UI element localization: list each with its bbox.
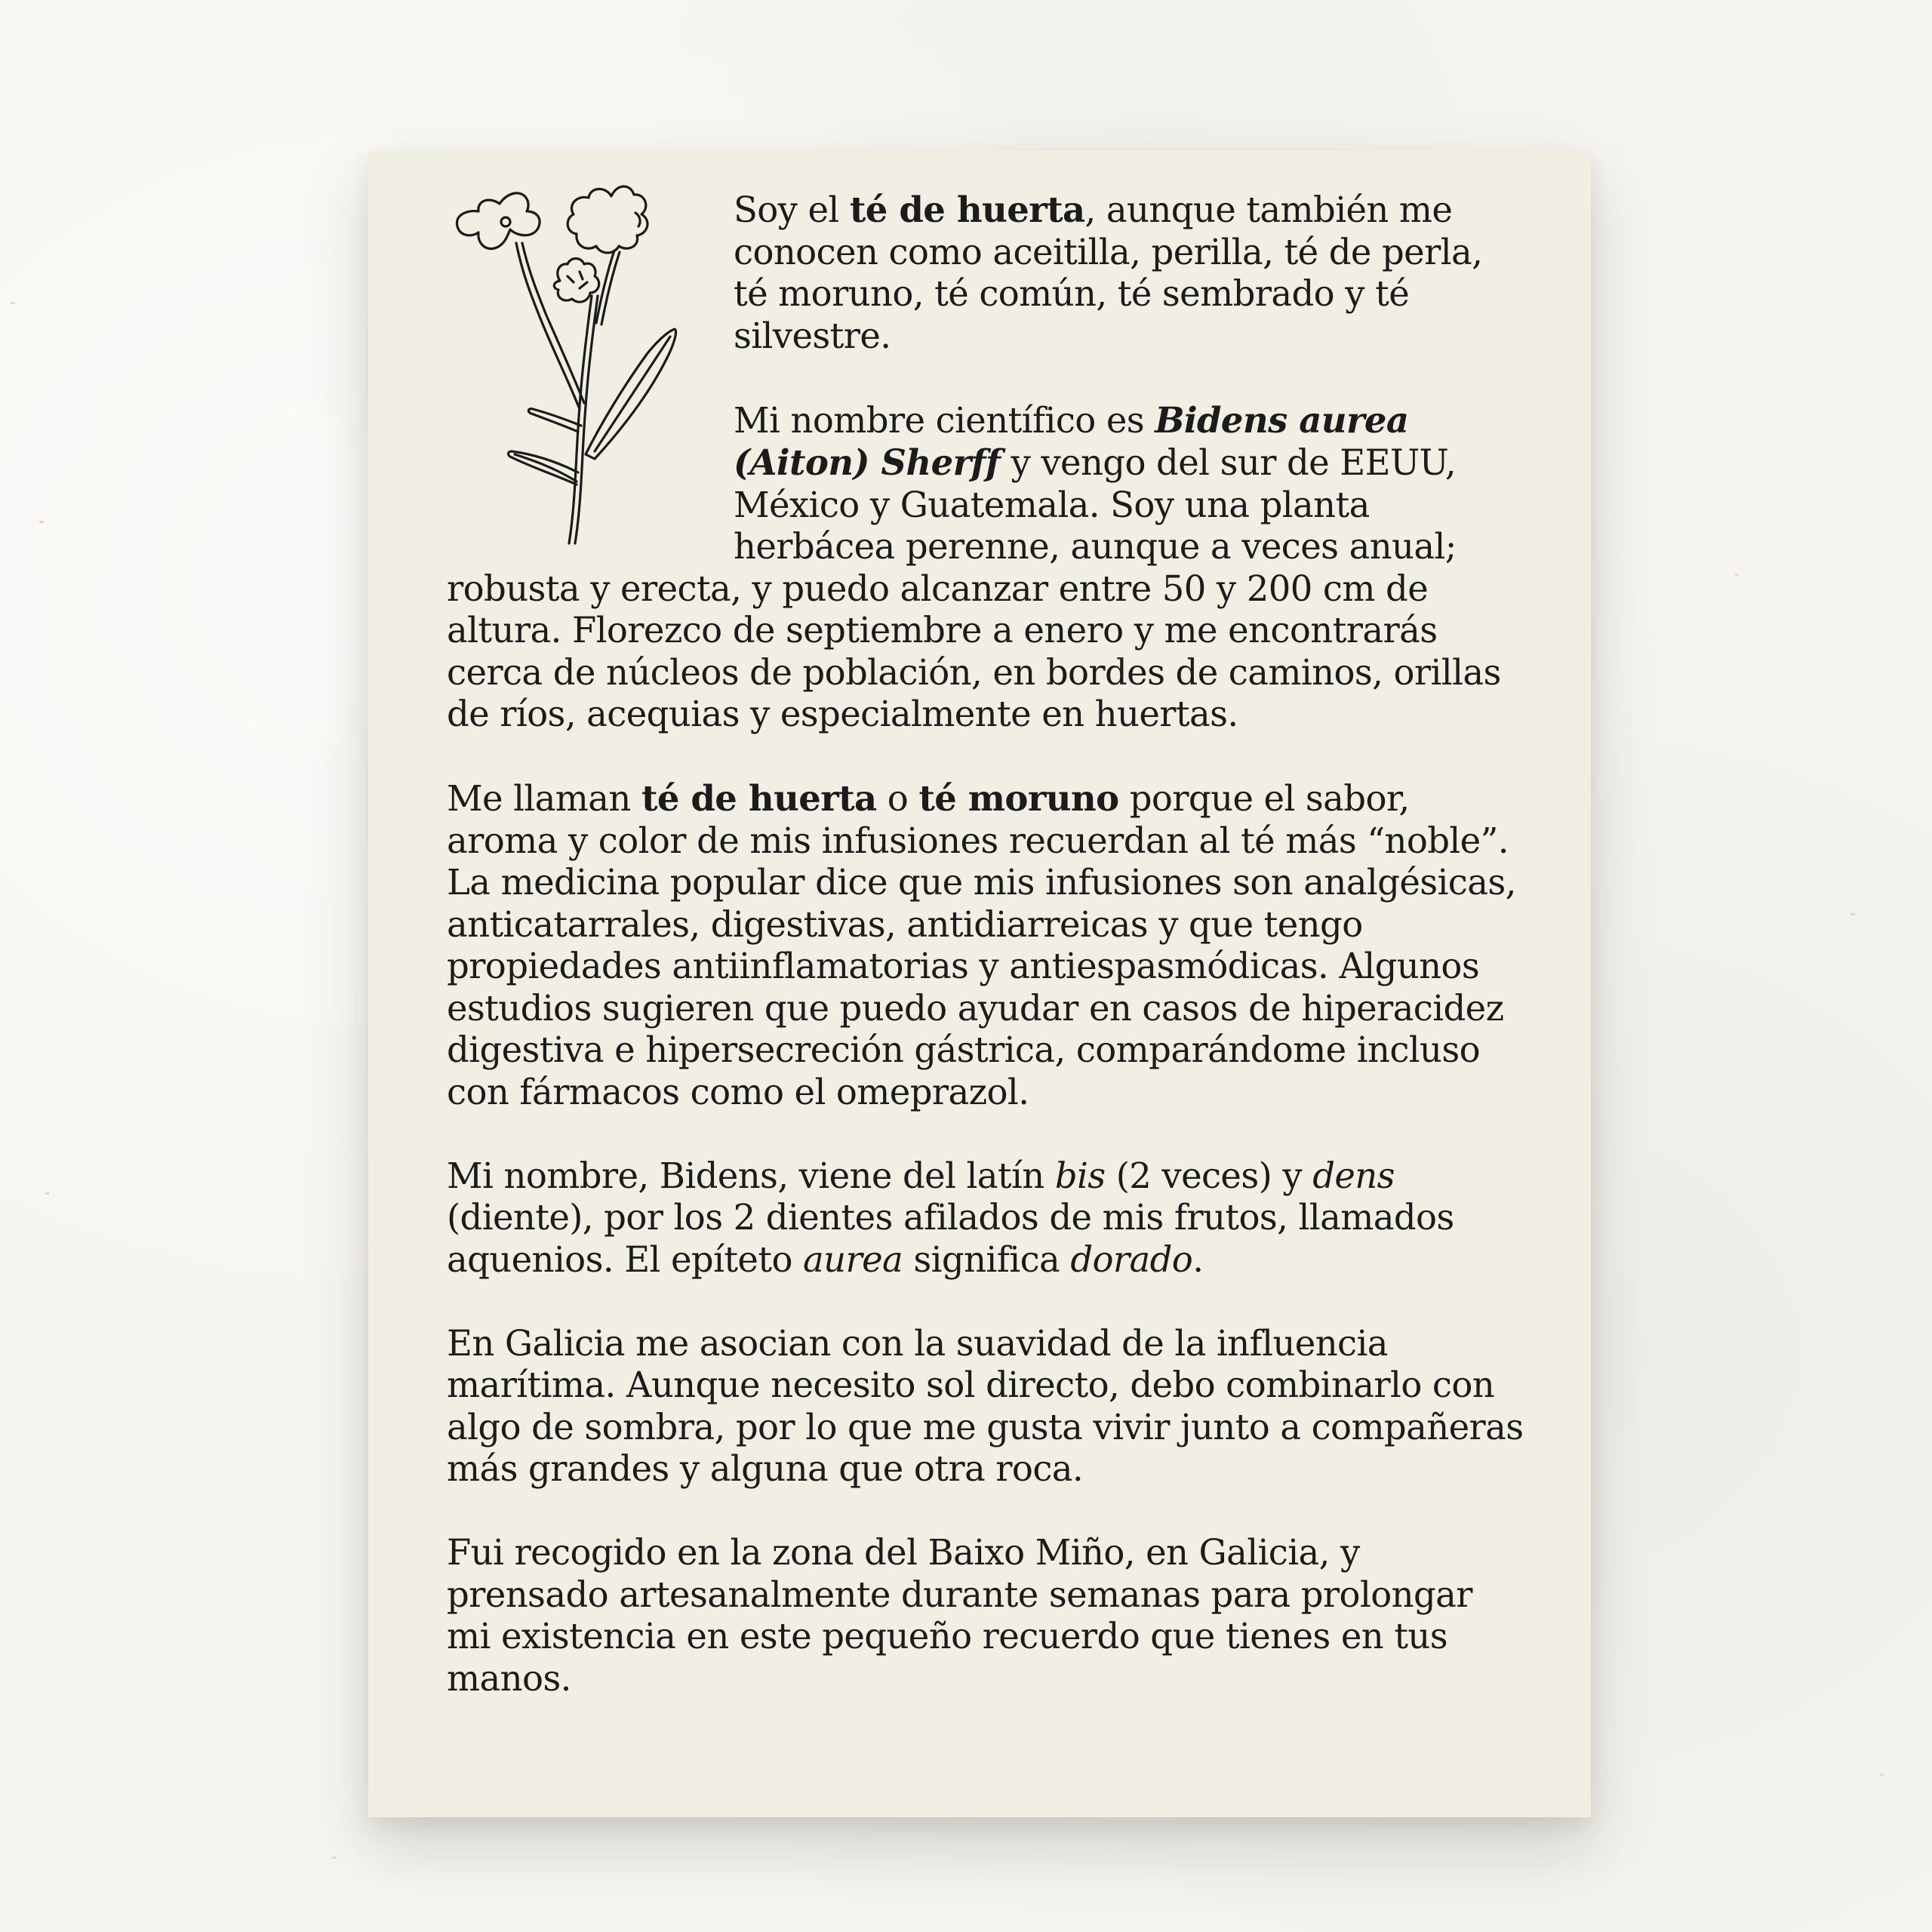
text-segment: Mi nombre, Bidens, viene del latín <box>447 1155 1055 1196</box>
text-segment: Me llaman <box>447 778 641 819</box>
text-segment: Fui recogido en la zona del Baixo Miño, en Galicia, y prensado artesanalmente durante semanas para prolongar mi existencia en este pequeño recuerdo que tienes en tus manos. <box>447 1532 1472 1699</box>
paragraph-4 <box>447 1155 1526 1281</box>
paper-fleck <box>1879 1774 1884 1776</box>
text-segment: bis <box>1054 1155 1106 1196</box>
paper-fleck <box>45 1192 50 1195</box>
text-segment: . <box>1192 1238 1204 1280</box>
text-segment: (2 veces) y <box>1105 1155 1313 1196</box>
paragraph-5 <box>447 1323 1526 1491</box>
text-segment: dens <box>1312 1155 1395 1196</box>
text-segment: té de huerta <box>849 189 1085 230</box>
text-segment: o <box>876 778 919 819</box>
paper-fleck <box>1850 913 1855 915</box>
text-segment: , aunque también me conocen como aceitilla, perilla, té de perla, té moruno, té común, té sembrado y té silvestre. <box>734 189 1483 356</box>
text-segment: Soy el <box>734 189 850 230</box>
text-segment: Bidens aurea (Aiton) Sherff <box>734 398 1409 483</box>
text-segment: té moruno <box>918 777 1119 819</box>
paper-fleck <box>39 521 44 523</box>
text-segment: (diente), por los 2 dientes afilados de mis frutos, llamados aquenios. El epíteto <box>447 1197 1454 1280</box>
text-segment: En Galicia me asocian con la suavidad de la influencia marítima. Aunque necesito sol directo, debo combinarlo con algo de sombra, por lo que me gusta vivir junto a compañeras más grandes y alguna que otra roca. <box>447 1322 1524 1489</box>
bidens-flower-icon <box>447 183 734 545</box>
text-segment: té de huerta <box>641 777 877 819</box>
paragraph-3 <box>447 777 1526 1113</box>
paper-fleck <box>11 302 15 304</box>
paper-fleck <box>1734 574 1739 576</box>
flower-illustration <box>447 183 734 545</box>
text-segment: aurea <box>803 1238 903 1280</box>
text-segment: dorado <box>1070 1238 1193 1280</box>
text-segment: significa <box>903 1238 1071 1280</box>
text-segment: Mi nombre científico es <box>734 399 1155 441</box>
card-text <box>447 189 1526 1742</box>
paper-fleck <box>332 1857 337 1859</box>
text-segment: y vengo del sur de EEUU, México y Guatemala. Soy una planta herbácea perenne, aunque a veces anual; robusta y erecta, y puedo alcanzar entre 50 y 200 cm de altura. Florezco de septiembre a enero y me encontrarás cerca de núcleos de población, en bordes de caminos, orillas de ríos, acequias y especialmente en huertas. <box>447 442 1501 734</box>
text-segment: porque el sabor, aroma y color de mis infusiones recuerdan al té más “noble”. La medicina popular dice que mis infusiones son analgésicas, anticatarrales, digestivas, antidiarreicas y que tengo propiedades antiinflamatorias y antiespasmódicas. Algunos estudios sugieren que puedo ayudar en casos de hiperacidez digestiva e hipersecreción gástrica, comparándome incluso con fármacos como el omeprazol. <box>447 778 1516 1112</box>
paragraph-6 <box>447 1532 1526 1700</box>
